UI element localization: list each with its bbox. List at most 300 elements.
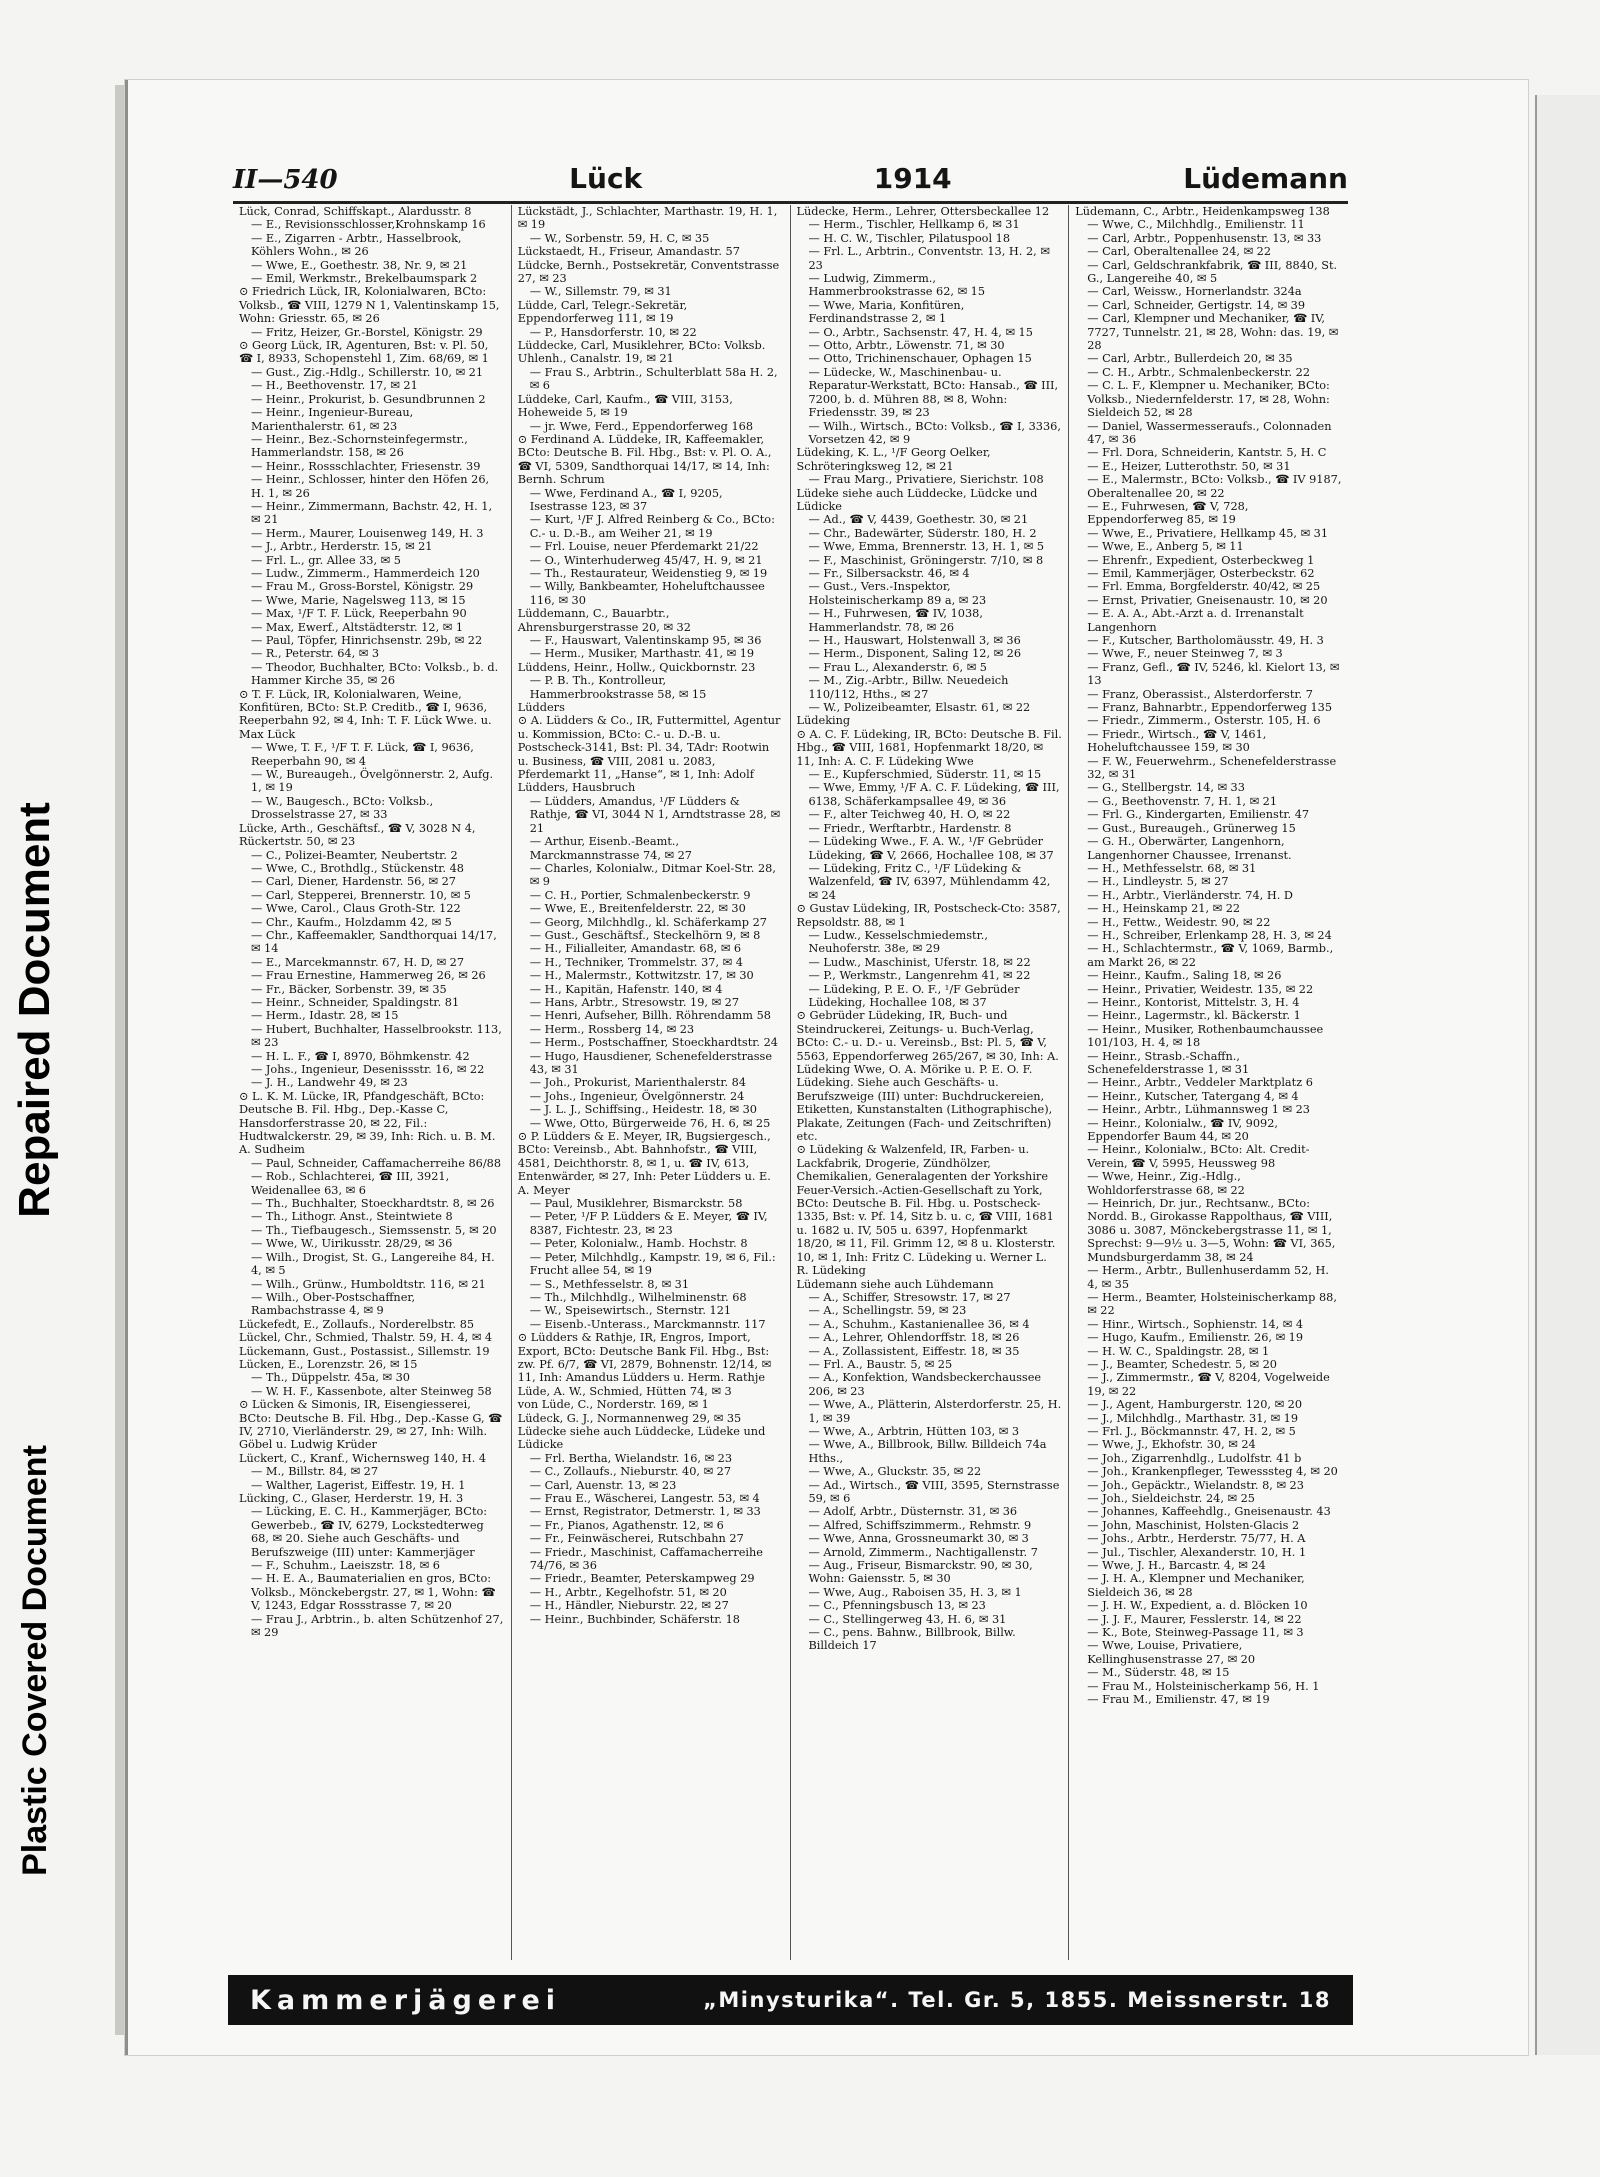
directory-entry: Lüdecke siehe auch Lüddecke, Lüdeke und Lüdicke bbox=[517, 1424, 766, 1452]
directory-entry: — Wwe, A., Arbtrin, Hütten 103, ✉ 3 bbox=[808, 1424, 1020, 1438]
directory-entry: — H., Filialleiter, Amandastr. 68, ✉ 6 bbox=[529, 942, 742, 956]
directory-column-1 bbox=[233, 205, 512, 1960]
directory-entry: — Wwe, J., Ekhofstr. 30, ✉ 24 bbox=[1087, 1438, 1256, 1452]
directory-entry: — J. L. J., Schiffsing., Heidestr. 18, ✉ 30 bbox=[529, 1103, 757, 1117]
directory-entry: Lüdeking, K. L., ¹/F Georg Oelker, Schröteringksweg 12, ✉ 21 bbox=[796, 446, 991, 473]
directory-entry: — F., Kutscher, Bartholomäusstr. 49, H. 3 bbox=[1087, 634, 1324, 647]
directory-entry: — J., Arbtr., Herderstr. 15, ✉ 21 bbox=[251, 540, 433, 554]
directory-entry: — Ludw., Maschinist, Uferstr. 18, ✉ 22 bbox=[808, 955, 1031, 969]
directory-entry: — Kurt, ¹/F J. Alfred Reinberg & Co., BCto: C.- u. D.-B., am Weiher 21, ✉ 19 bbox=[529, 513, 775, 540]
directory-entry: — O., Winterhuderweg 45/47, H. 9, ✉ 21 bbox=[529, 553, 763, 567]
directory-entry: — Herm., Idastr. 28, ✉ 15 bbox=[251, 1009, 399, 1023]
directory-entry: — F., Hauswart, Valentinskamp 95, ✉ 36 bbox=[529, 634, 762, 647]
directory-entry: — Wwe, Ferdinand A., ☎ I, 9205, Isestrasse 123, ✉ 37 bbox=[529, 486, 723, 513]
directory-entry: ⊙ Lücken & Simonis, IR, Eisengiesserei, BCto: Deutsche B. Fil. Hbg., Dep.-Kasse G, ☎ IV, 2710, Vierländerstr. 29, ✉ 27, Inh: Wilh. Göbel u. Ludwig Krüder bbox=[239, 1398, 503, 1452]
directory-entry: — Max, Ewerf., Altstädterstr. 12, ✉ 1 bbox=[251, 620, 464, 634]
directory-entry: — Otto, Arbtr., Löwenstr. 71, ✉ 30 bbox=[808, 339, 1005, 353]
directory-entry: — Lüdders, Amandus, ¹/F Lüdders & Rathje, ☎ VI, 3044 N 1, Arndtstrasse 28, ✉ 21 bbox=[529, 794, 781, 835]
directory-entry: — A., Schuhm., Kastanienallee 36, ✉ 4 bbox=[808, 1317, 1030, 1331]
directory-entry: — Alfred, Schiffszimmerm., Rehmstr. 9 bbox=[808, 1518, 1032, 1532]
directory-entry: — H., Schlachtermstr., ☎ V, 1069, Barmb., am Markt 26, ✉ 22 bbox=[1087, 942, 1334, 969]
directory-entry: — Fr., Pianos, Agathenstr. 12, ✉ 6 bbox=[529, 1518, 724, 1532]
directory-column-2 bbox=[512, 205, 791, 1960]
directory-column-3 bbox=[791, 205, 1070, 1960]
directory-entry: ⊙ Lüdders & Rathje, IR, Engros, Import, Export, BCto: Deutsche Bank Fil. Hbg., Bst: zw. Pf. 6/7, ☎ VI, 2879, Bohnenstr. 12/14, ✉ 11, Inh: Amandus Lüdders u. Herm. Rathje bbox=[517, 1331, 772, 1385]
directory-entry: — Frl. G., Kindergarten, Emilienstr. 47 bbox=[1087, 808, 1310, 822]
directory-entry: — Fr., Silbersackstr. 46, ✉ 4 bbox=[808, 566, 970, 580]
directory-entry: — Lüdecke, W., Maschinenbau- u. Reparatur-Werkstatt, BCto: Hansab., ☎ III, 7200, b. d. Mühren 88, ✉ 8, Wohn: Friedensstr. 39, ✉ 23 bbox=[808, 365, 1059, 420]
directory-entry: — E., Revisionsschlosser,Krohnskamp 16 bbox=[251, 218, 486, 232]
directory-entry: ⊙ A. Lüdders & Co., IR, Futtermittel, Agentur u. Kommission, BCto: C.- u. D.-B. u. Postscheck-3141, Bst: Pl. 34, TAdr: Rootwin u. Business, ☎ VIII, 2081 u. 2083, Pferdemarkt 11, „Hanse“, ✉ 1, Inh: Adolf Lüdders, Hausbruch bbox=[517, 714, 781, 795]
directory-entry: — Frau M., Holsteinischerkamp 56, H. 1 bbox=[1087, 1679, 1320, 1693]
directory-entry: — J. H. W., Expedient, a. d. Blöcken 10 bbox=[1087, 1599, 1308, 1613]
directory-entry: — Max, ¹/F T. F. Lück, Reeperbahn 90 bbox=[251, 607, 467, 621]
directory-entry: — A., Konfektion, Wandsbeckerchaussee 206, ✉ 23 bbox=[808, 1371, 1042, 1398]
directory-entry: — P., Werkmstr., Langenrehm 41, ✉ 22 bbox=[808, 969, 1031, 983]
directory-entry: — Joh., Zigarrenhdlg., Ludolfstr. 41 b bbox=[1087, 1451, 1302, 1465]
directory-entry: — H. W. C., Spaldingstr. 28, ✉ 1 bbox=[1087, 1344, 1270, 1358]
directory-entry: — Friedr., Maschinist, Caffamacherreihe 74/76, ✉ 36 bbox=[529, 1545, 763, 1573]
directory-entry: — Willy, Bankbeamter, Hoheluftchaussee 116, ✉ 30 bbox=[529, 580, 765, 607]
directory-entry: — H., Techniker, Trommelstr. 37, ✉ 4 bbox=[529, 955, 743, 969]
directory-entry: — Georg, Milchhdlg., kl. Schäferkamp 27 bbox=[529, 915, 767, 929]
directory-entry: — Heinr., Rossschlachter, Friesenstr. 39 bbox=[251, 459, 481, 473]
directory-entry: — Ad., ☎ V, 4439, Goethestr. 30, ✉ 21 bbox=[808, 513, 1029, 527]
directory-entry: ⊙ Friedrich Lück, IR, Kolonialwaren, BCto: Volksb., ☎ VIII, 1279 N 1, Valentinskamp 15, Wohn: Griesstr. 65, ✉ 26 bbox=[239, 285, 500, 326]
directory-entry: — Herm., Beamter, Holsteinischerkamp 88, ✉ 22 bbox=[1087, 1290, 1337, 1318]
directory-entry: ⊙ Gebrüder Lüdeking, IR, Buch- und Steindruckerei, Zeitungs- u. Buch-Verlag, BCto: C.- u. D.- u. Vereinsb., Bst: Pl. 5, ☎ V, 5563, Eppendorferweg 265/267, ✉ 30, Inh: A. Lüdeking Wwe, O. A. Mörike u. P. E. O. F. Lüdeking. Siehe auch Geschäfts- u. Berufszweige (III) unter: Buchdruckereien, Etiketten, Kunstanstalten (Lithographische), Plakate, Zeitungen (Fach- und Zeitschriften) etc. bbox=[796, 1009, 1059, 1144]
directory-entry: — Wwe, Emma, Brennerstr. 13, H. 1, ✉ 5 bbox=[808, 540, 1045, 554]
directory-entry: Lüddemann, C., Bauarbtr., Ahrensburgerstrasse 20, ✉ 32 bbox=[517, 607, 691, 634]
directory-entry: — Frl. Emma, Borgfelderstr. 40/42, ✉ 25 bbox=[1087, 580, 1321, 594]
directory-entry: — Peter, Kolonialw., Hamb. Hochstr. 8 bbox=[529, 1237, 748, 1251]
directory-entry: — Paul, Musiklehrer, Bismarckstr. 58 bbox=[529, 1197, 743, 1211]
directory-entry: — Wwe, Otto, Bürgerweide 76, H. 6, ✉ 25 bbox=[529, 1116, 771, 1130]
directory-entry: — Paul, Schneider, Caffamacherreihe 86/88 bbox=[251, 1156, 502, 1170]
directory-entry: — Wilh., Drogist, St. G., Langereihe 84, H. 4, ✉ 5 bbox=[251, 1250, 495, 1278]
directory-entry: — Carl, Klempner und Mechaniker, ☎ IV, 7727, Tunnelstr. 21, ✉ 28, Wohn: das. 19, ✉ 28 bbox=[1087, 312, 1339, 353]
directory-entry: — Wwe, C., Milchhdlg., Emilienstr. 11 bbox=[1087, 218, 1305, 232]
directory-entry: — E., Zigarren - Arbtr., Hasselbrook, Köhlers Wohn., ✉ 26 bbox=[251, 231, 462, 259]
directory-entry: Lüdeking bbox=[796, 714, 851, 728]
directory-entry: — P. B. Th., Kontrolleur, Hammerbrookstrasse 58, ✉ 15 bbox=[529, 674, 707, 701]
directory-entry: — H., Kapitän, Hafenstr. 140, ✉ 4 bbox=[529, 982, 723, 996]
directory-entry: — Franz, Oberassist., Alsterdorferstr. 7 bbox=[1087, 687, 1313, 701]
directory-entry: — Wwe, Emmy, ¹/F A. C. F. Lüdeking, ☎ III, 6138, Schäferkampsallee 49, ✉ 36 bbox=[808, 781, 1060, 808]
directory-entry: — H., Hauswart, Holstenwall 3, ✉ 36 bbox=[808, 634, 1021, 647]
directory-entry: — jr. Wwe, Ferd., Eppendorferweg 168 bbox=[529, 419, 754, 433]
directory-entry: ⊙ P. Lüdders & E. Meyer, IR, Bugsiergesch., BCto: Vereinsb., Abt. Bahnhofstr., ☎ VIII, 4581, Deichthorstr. 8, ✉ 1, u. ☎ IV, 613, Entenwärder, ✉ 27, Inh: Peter Lüdders u. E. A. Meyer bbox=[517, 1130, 771, 1197]
directory-entry: — Frau Marg., Privatiere, Sierichstr. 108 bbox=[808, 473, 1044, 487]
directory-entry: — Jul., Tischler, Alexanderstr. 10, H. 1 bbox=[1087, 1545, 1307, 1559]
directory-entry: — Lücking, E. C. H., Kammerjäger, BCto: Gewerbeb., ☎ IV, 6279, Lockstedterweg 68, ✉ 20. Siehe auch Geschäfts- und Berufszweige (III) unter: Kammerjäger bbox=[251, 1505, 488, 1559]
directory-entry: — W. H. F., Kassenbote, alter Steinweg 58 bbox=[251, 1384, 492, 1398]
directory-entry: — Heinr., Privatier, Weidestr. 135, ✉ 22 bbox=[1087, 982, 1314, 996]
directory-entry: — Wwe, E., Breitenfelderstr. 22, ✉ 30 bbox=[529, 902, 746, 916]
directory-entry: — E., Kupferschmied, Süderstr. 11, ✉ 15 bbox=[808, 768, 1042, 782]
repaired-document-label bbox=[0, 720, 70, 1300]
directory-entry: — Frl. Louise, neuer Pferdemarkt 21/22 bbox=[529, 540, 759, 554]
directory-entry: Lüde, A. W., Schmied, Hütten 74, ✉ 3 bbox=[517, 1384, 732, 1398]
directory-entry: ⊙ Georg Lück, IR, Agenturen, Bst: v. Pl. 50, ☎ I, 8933, Schopenstehl 1, Zim. 68/69, ✉ 1 bbox=[239, 339, 489, 366]
directory-entry: — H., Arbtr., Vierländerstr. 74, H. D bbox=[1087, 888, 1293, 902]
directory-entry: — Fr., Feinwäscherei, Rutschbahn 27 bbox=[529, 1532, 744, 1546]
directory-entry: — Ad., Wirtsch., ☎ VIII, 3595, Sternstrasse 59, ✉ 6 bbox=[808, 1478, 1060, 1505]
directory-entry: — Hinr., Wirtsch., Sophienstr. 14, ✉ 4 bbox=[1087, 1317, 1304, 1331]
plastic-covered-text: Plastic Covered Document bbox=[15, 1444, 54, 1876]
directory-entry: — A., Zollassistent, Eiffestr. 18, ✉ 35 bbox=[808, 1344, 1020, 1358]
directory-entry: — Frl. L., Arbtrin., Conventstr. 13, H. 2, ✉ 23 bbox=[808, 245, 1050, 272]
directory-entry: — Charles, Kolonialw., Ditmar Koel-Str. 28, ✉ 9 bbox=[529, 861, 776, 889]
directory-entry: — Carl, Diener, Hardenstr. 56, ✉ 27 bbox=[251, 875, 456, 889]
directory-entry: — Carl, Oberaltenallee 24, ✉ 22 bbox=[1087, 245, 1272, 259]
directory-entry: — Daniel, Wassermesseraufs., Colonnaden 47, ✉ 36 bbox=[1087, 419, 1332, 446]
directory-entry: — Johs., Ingenieur, Övelgönnerstr. 24 bbox=[529, 1089, 745, 1103]
directory-entry: — Frau M., Emilienstr. 47, ✉ 19 bbox=[1087, 1693, 1270, 1707]
directory-entry: — Frau Ernestine, Hammerweg 26, ✉ 26 bbox=[251, 969, 486, 983]
directory-entry: — Gust., Zig.-Hdlg., Schillerstr. 10, ✉ 21 bbox=[251, 365, 484, 379]
directory-entry: — Frau S., Arbtrin., Schulterblatt 58a H. 2, ✉ 6 bbox=[529, 365, 778, 393]
directory-entry: — Wwe, Anna, Grossneumarkt 30, ✉ 3 bbox=[808, 1532, 1029, 1546]
directory-entry: — Friedr., Zimmerm., Osterstr. 105, H. 6 bbox=[1087, 714, 1321, 728]
directory-entry: Lüdemann, C., Arbtr., Heidenkampsweg 138 bbox=[1075, 205, 1330, 218]
directory-entry: — Wwe, W., Uirikusstr. 28/29, ✉ 36 bbox=[251, 1237, 453, 1251]
directory-entry: — Th., Milchhdlg., Wilhelminenstr. 68 bbox=[529, 1290, 747, 1304]
directory-entry: — Hugo, Kaufm., Emilienstr. 26, ✉ 19 bbox=[1087, 1331, 1304, 1345]
directory-entry: — Joh., Prokurist, Marienthalerstr. 84 bbox=[529, 1076, 747, 1090]
directory-entry: — Lüdeking, P. E. O. F., ¹/F Gebrüder Lüdeking, Hochallee 108, ✉ 37 bbox=[808, 982, 1020, 1009]
directory-entry: — A., Lehrer, Ohlendorffstr. 18, ✉ 26 bbox=[808, 1331, 1020, 1345]
directory-entry: — E., Marcekmannstr. 67, H. D, ✉ 27 bbox=[251, 955, 465, 969]
directory-entry: — Frau L., Alexanderstr. 6, ✉ 5 bbox=[808, 660, 987, 674]
directory-entry: — Johs., Arbtr., Herderstr. 75/77, H. A bbox=[1087, 1532, 1306, 1546]
directory-entry: — M., Zig.-Arbtr., Billw. Neuedeich 110/112, Hths., ✉ 27 bbox=[808, 674, 1009, 701]
directory-entry: — Aug., Friseur, Bismarckstr. 90, ✉ 30, Wohn: Gaiensstr. 5, ✉ 30 bbox=[808, 1559, 1033, 1586]
directory-entry: ⊙ A. C. F. Lüdeking, IR, BCto: Deutsche B. Fil. Hbg., ☎ VIII, 1681, Hopfenmarkt 18/20, ✉ 11, Inh: A. C. F. Lüdeking Wwe bbox=[796, 727, 1062, 768]
directory-entry: — Joh., Gepäcktr., Wielandstr. 8, ✉ 23 bbox=[1087, 1478, 1304, 1492]
directory-entry: — W., Sorbenstr. 59, H. C, ✉ 35 bbox=[529, 231, 710, 245]
directory-entry: Lückemann, Gust., Postassist., Sillemstr. 19 bbox=[239, 1344, 490, 1358]
directory-entry: — W., Baugesch., BCto: Volksb., Drosselstrasse 27, ✉ 33 bbox=[251, 794, 434, 822]
directory-entry: — H., Händler, Nieburstr. 22, ✉ 27 bbox=[529, 1599, 729, 1613]
directory-entry: — Friedr., Beamter, Peterskampweg 29 bbox=[529, 1572, 755, 1586]
directory-entry: — Heinr., Prokurist, b. Gesundbrunnen 2 bbox=[251, 392, 486, 406]
directory-entry: ⊙ T. F. Lück, IR, Kolonialwaren, Weine, Konfitüren, BCto: St.P. Creditb., ☎ I, 9636, Reeperbahn 92, ✉ 4, Inh: T. F. Lück Wwe. u. Max Lück bbox=[239, 687, 492, 741]
directory-entry: — C. L. F., Klempner u. Mechaniker, BCto: Volksb., Niedernfelderstr. 17, ✉ 28, Wohn: Sieldeich 52, ✉ 28 bbox=[1087, 379, 1330, 420]
directory-entry: — Lüdeking, Fritz C., ¹/F Lüdeking & Walzenfeld, ☎ IV, 6397, Mühlendamm 42, ✉ 24 bbox=[808, 861, 1051, 902]
directory-entry: — G. H., Oberwärter, Langenhorn, Langenhorner Chaussee, Irrenanst. bbox=[1087, 835, 1292, 862]
directory-entry: — Wwe, Carol., Claus Groth-Str. 122 bbox=[251, 902, 461, 916]
directory-entry: — Wwe, Aug., Raboisen 35, H. 3, ✉ 1 bbox=[808, 1585, 1022, 1599]
directory-entry: — Carl, Arbtr., Bullerdeich 20, ✉ 35 bbox=[1087, 352, 1293, 366]
directory-entry: — Herm., Maurer, Louisenweg 149, H. 3 bbox=[251, 526, 484, 540]
directory-entry: — J., Agent, Hamburgerstr. 120, ✉ 20 bbox=[1087, 1398, 1303, 1412]
directory-entry: — Fritz, Heizer, Gr.-Borstel, Königstr. 29 bbox=[251, 325, 483, 339]
directory-entry: — Hans, Arbtr., Stresowstr. 19, ✉ 27 bbox=[529, 995, 740, 1009]
directory-entry: — Friedr., Werftarbtr., Hardenstr. 8 bbox=[808, 821, 1012, 835]
directory-entry: — Rob., Schlachterei, ☎ III, 3921, Weidenallee 63, ✉ 6 bbox=[251, 1170, 450, 1197]
directory-entry: — Wilh., Wirtsch., BCto: Volksb., ☎ I, 3336, Vorsetzen 42, ✉ 9 bbox=[808, 419, 1061, 446]
directory-entry: — Herm., Disponent, Saling 12, ✉ 26 bbox=[808, 647, 1022, 661]
directory-entry: — H. C. W., Tischler, Pilatuspool 18 bbox=[808, 231, 1011, 245]
directory-entry: — J., Beamter, Schedestr. 5, ✉ 20 bbox=[1087, 1357, 1277, 1371]
directory-entry: — Emil, Werkmstr., Brekelbaumspark 2 bbox=[251, 272, 478, 286]
directory-entry: — Wwe, J. H., Barcastr. 4, ✉ 24 bbox=[1087, 1559, 1266, 1573]
directory-entry: Lüddeke, Carl, Kaufm., ☎ VIII, 3153, Hoheweide 5, ✉ 19 bbox=[517, 392, 733, 420]
page-number: II—540 bbox=[233, 165, 338, 195]
directory-entry: — H., Lindleystr. 5, ✉ 27 bbox=[1087, 875, 1229, 889]
directory-entry: — Heinr., Buchbinder, Schäferstr. 18 bbox=[529, 1612, 740, 1626]
directory-entry: — A., Schiffer, Stresowstr. 17, ✉ 27 bbox=[808, 1290, 1011, 1304]
directory-entry: — H., Schreiber, Erlenkamp 28, H. 3, ✉ 24 bbox=[1087, 928, 1332, 942]
directory-entry: — Frau E., Wäscherei, Langestr. 53, ✉ 4 bbox=[529, 1492, 760, 1505]
directory-entry: — Heinr., Kaufm., Saling 18, ✉ 26 bbox=[1087, 969, 1282, 983]
adjacent-page-strip bbox=[1535, 95, 1600, 2055]
directory-entry: — H., Fuhrwesen, ☎ IV, 1038, Hammerlandstr. 78, ✉ 26 bbox=[808, 607, 983, 634]
scan-page-edge bbox=[115, 85, 125, 2035]
directory-entry: — Wilh., Grünw., Humboldtstr. 116, ✉ 21 bbox=[251, 1277, 486, 1291]
directory-entry: ⊙ L. K. M. Lücke, IR, Pfandgeschäft, BCto: Deutsche B. Fil. Hbg., Dep.-Kasse C, Hansdorferstrasse 20, ✉ 22, Fil.: Hudtwalckerstr. 29, ✉ 39, Inh: Rich. u. B. M. A. Sudheim bbox=[239, 1089, 496, 1157]
directory-entry: — M., Billstr. 84, ✉ 27 bbox=[251, 1465, 379, 1479]
directory-entry: — J., Milchhdlg., Marthastr. 31, ✉ 19 bbox=[1087, 1411, 1299, 1425]
directory-page bbox=[125, 80, 1528, 2055]
directory-entry: — Heinr., Kolonialw., BCto: Alt. Credit-Verein, ☎ V, 5995, Heussweg 98 bbox=[1087, 1143, 1310, 1170]
directory-entry: — W., Polizeibeamter, Elsastr. 61, ✉ 22 bbox=[808, 701, 1031, 715]
directory-entry: — Friedr., Wirtsch., ☎ V, 1461, Hoheluftchaussee 159, ✉ 30 bbox=[1087, 727, 1267, 755]
directory-entry: — Heinr., Strasb.-Schaffn., Schenefelderstrasse 1, ✉ 31 bbox=[1087, 1049, 1250, 1076]
repaired-document-text: Repaired Document bbox=[10, 802, 60, 1218]
directory-entry: — C., Zollaufs., Nieburstr. 40, ✉ 27 bbox=[529, 1465, 732, 1479]
header-right-keyword: Lüdemann bbox=[1183, 162, 1348, 195]
directory-entry: — Hubert, Buchhalter, Hasselbrookstr. 113, ✉ 23 bbox=[251, 1022, 502, 1050]
directory-entry: Lückel, Chr., Schmied, Thalstr. 59, H. 4, ✉ 4 bbox=[239, 1331, 493, 1345]
directory-entry: — A., Schellingstr. 59, ✉ 23 bbox=[808, 1304, 967, 1318]
directory-entry: Lückstädt, J., Schlachter, Marthastr. 19, H. 1, ✉ 19 bbox=[517, 205, 778, 232]
directory-entry: — Carl, Geldschrankfabrik, ☎ III, 8840, St. G., Langereihe 40, ✉ 5 bbox=[1087, 258, 1338, 286]
directory-entry: — Wwe, A., Gluckstr. 35, ✉ 22 bbox=[808, 1465, 982, 1479]
directory-entry: — Wilh., Ober-Postschaffner, Rambachstrasse 4, ✉ 9 bbox=[251, 1290, 416, 1318]
header-left-keyword: Lück bbox=[569, 162, 643, 195]
directory-entry: — Th., Düppelstr. 45a, ✉ 30 bbox=[251, 1371, 410, 1385]
directory-entry: — O., Arbtr., Sachsenstr. 47, H. 4, ✉ 15 bbox=[808, 325, 1033, 339]
directory-entry: — C., Stellingerweg 43, H. 6, ✉ 31 bbox=[808, 1612, 1007, 1626]
directory-entry: — C., Polizei-Beamter, Neubertstr. 2 bbox=[251, 848, 458, 862]
directory-entry: — J., Zimmermstr., ☎ V, 8204, Vogelweide 19, ✉ 22 bbox=[1087, 1371, 1330, 1398]
directory-entry: ⊙ Ferdinand A. Lüddeke, IR, Kaffeemakler, BCto: Deutsche B. Fil. Hbg., Bst: v. Pl. O. A., ☎ VI, 5309, Sandthorquai 14/17, ✉ 14, Inh: Bernh. Schrum bbox=[517, 432, 772, 487]
directory-entry: — F., alter Teichweg 40, H. O, ✉ 22 bbox=[808, 808, 1011, 822]
directory-entry: — Heinr., Arbtr., Veddeler Marktplatz 6 bbox=[1087, 1076, 1313, 1090]
directory-entry: — Herm., Arbtr., Bullenhuserdamm 52, H. 4, ✉ 35 bbox=[1087, 1264, 1330, 1291]
directory-entry: Lücking, C., Glaser, Herderstr. 19, H. 3 bbox=[239, 1492, 464, 1505]
directory-entry: — Heinr., Kutscher, Tatergang 4, ✉ 4 bbox=[1087, 1089, 1299, 1103]
advertisement-title: Kammerjägerei bbox=[250, 1984, 562, 2016]
directory-entry: Lüdcke, Bernh., Postsekretär, Conventstrasse 27, ✉ 23 bbox=[517, 258, 780, 286]
directory-entry: — Lüdeking Wwe., F. A. W., ¹/F Gebrüder Lüdeking, ☎ V, 2666, Hochallee 108, ✉ 37 bbox=[808, 835, 1054, 862]
directory-entry: — J. J. F., Maurer, Fesslerstr. 14, ✉ 22 bbox=[1087, 1612, 1302, 1626]
directory-entry: — H., Arbtr., Kegelhofstr. 51, ✉ 20 bbox=[529, 1585, 727, 1599]
directory-entry: — Frau M., Gross-Borstel, Königstr. 29 bbox=[251, 580, 474, 594]
directory-entry: — Th., Tiefbaugesch., Siemssenstr. 5, ✉ 20 bbox=[251, 1223, 497, 1237]
directory-entry: — Joh., Krankenpfleger, Tewesssteg 4, ✉ 20 bbox=[1087, 1465, 1338, 1479]
directory-entry: — Heinr., Schlosser, hinter den Höfen 26, H. 1, ✉ 26 bbox=[251, 473, 490, 500]
directory-entry: — E., Fuhrwesen, ☎ V, 728, Eppendorferweg 85, ✉ 19 bbox=[1087, 499, 1249, 527]
directory-entry: Lüdeck, G. J., Normannenweg 29, ✉ 35 bbox=[517, 1411, 742, 1425]
directory-entry: — Wwe, C., Brothdlg., Stückenstr. 48 bbox=[251, 861, 464, 875]
directory-entry: — Peter, Milchhdlg., Kampstr. 19, ✉ 6, Fil.: Frucht allee 54, ✉ 19 bbox=[529, 1250, 776, 1278]
advertisement-details: „Minysturika“. Tel. Gr. 5, 1855. Meissnerstr. 18 bbox=[703, 1988, 1331, 2012]
directory-entry: — W., Sillemstr. 79, ✉ 31 bbox=[529, 285, 672, 299]
directory-entry: — Frl. L., gr. Allee 33, ✉ 5 bbox=[251, 553, 401, 567]
directory-entry: — Heinr., Lagermstr., kl. Bäckerstr. 1 bbox=[1087, 1009, 1301, 1023]
directory-entry: von Lüde, C., Norderstr. 169, ✉ 1 bbox=[517, 1398, 709, 1412]
directory-entry: — K., Bote, Steinweg-Passage 11, ✉ 3 bbox=[1087, 1626, 1304, 1640]
directory-entry: — Herm., Rossberg 14, ✉ 23 bbox=[529, 1022, 695, 1036]
directory-entry: — Heinr., Zimmermann, Bachstr. 42, H. 1, ✉ 21 bbox=[251, 499, 493, 527]
directory-entry: — Walther, Lagerist, Eiffestr. 19, H. 1 bbox=[251, 1478, 466, 1492]
directory-entry: — H., Fettw., Weidestr. 90, ✉ 22 bbox=[1087, 915, 1271, 929]
directory-entry: — H. L. F., ☎ I, 8970, Böhmkenstr. 42 bbox=[251, 1049, 470, 1063]
directory-entry: — Herm., Musiker, Marthastr. 41, ✉ 19 bbox=[529, 647, 755, 661]
directory-entry: — John, Maschinist, Holsten-Glacis 2 bbox=[1087, 1518, 1300, 1532]
directory-entry: — W., Bureaugeh., Övelgönnerstr. 2, Aufg. 1, ✉ 19 bbox=[251, 768, 494, 795]
directory-entry: — Paul, Töpfer, Hinrichsenstr. 29b, ✉ 22 bbox=[251, 634, 483, 647]
directory-entry: — Henri, Aufseher, Billh. Röhrendamm 58 bbox=[529, 1009, 771, 1023]
directory-entry: — Th., Restaurateur, Weidenstieg 9, ✉ 19 bbox=[529, 566, 768, 580]
directory-entry: Lüddecke, Carl, Musiklehrer, BCto: Volksb. Uhlenh., Canalstr. 19, ✉ 21 bbox=[517, 339, 766, 366]
directory-entry: — Frl. Dora, Schneiderin, Kantstr. 5, H. C bbox=[1087, 446, 1327, 460]
directory-entry: — Herm., Tischler, Hellkamp 6, ✉ 31 bbox=[808, 218, 1020, 232]
directory-entry: — Frl. Bertha, Wielandstr. 16, ✉ 23 bbox=[529, 1451, 733, 1465]
directory-entry: — Frl. J., Böckmannstr. 47, H. 2, ✉ 5 bbox=[1087, 1424, 1296, 1438]
directory-entry: — Heinr., Bez.-Schornsteinfegermstr., Hammerlandstr. 158, ✉ 26 bbox=[251, 432, 468, 460]
directory-entry: — Carl, Arbtr., Poppenhusenstr. 13, ✉ 33 bbox=[1087, 231, 1322, 245]
directory-entry: — Wwe, Maria, Konfitüren, Ferdinandstrasse 2, ✉ 1 bbox=[808, 298, 965, 326]
directory-entry: — Eisenb.-Unterass., Marckmannstr. 117 bbox=[529, 1317, 766, 1331]
directory-entry: — Frau J., Arbtrin., b. alten Schützenhof 27, ✉ 29 bbox=[251, 1612, 504, 1640]
directory-entry: — Chr., Badewärter, Süderstr. 180, H. 2 bbox=[808, 526, 1037, 540]
directory-entry: Lückert, C., Kranf., Wichernsweg 140, H. 4 bbox=[239, 1451, 487, 1465]
directory-entry: — Wwe, Louise, Privatiere, Kellinghusenstrasse 27, ✉ 20 bbox=[1087, 1639, 1256, 1666]
directory-entry: — Emil, Kammerjäger, Osterbeckstr. 62 bbox=[1087, 566, 1315, 580]
directory-entry: — H., Malermstr., Kottwitzstr. 17, ✉ 30 bbox=[529, 969, 754, 983]
directory-entry: — Carl, Schneider, Gertigstr. 14, ✉ 39 bbox=[1087, 298, 1306, 312]
directory-entry: — Heinr., Kolonialw., ☎ IV, 9092, Eppendorfer Baum 44, ✉ 20 bbox=[1087, 1116, 1279, 1144]
directory-entry: — J. H. A., Klempner und Mechaniker, Sieldeich 36, ✉ 28 bbox=[1087, 1572, 1305, 1599]
directory-entry: — C. H., Portier, Schmalenbeckerstr. 9 bbox=[529, 888, 751, 902]
directory-entry: — Ernst, Registrator, Detmerstr. 1, ✉ 33 bbox=[529, 1505, 761, 1519]
directory-entry: — Wwe, A., Plätterin, Alsterdorferstr. 25, H. 1, ✉ 39 bbox=[808, 1398, 1062, 1425]
directory-entry: — Gust., Bureaugeh., Grünerweg 15 bbox=[1087, 821, 1296, 835]
directory-entry: — Joh., Sieldeichstr. 24, ✉ 25 bbox=[1087, 1492, 1255, 1505]
directory-entry: — Heinr., Musiker, Rothenbaumchaussee 101/103, H. 4, ✉ 18 bbox=[1087, 1022, 1324, 1050]
directory-entry: — Ludw., Zimmerm., Hammerdeich 120 bbox=[251, 566, 480, 580]
directory-entry: — Carl, Auenstr. 13, ✉ 23 bbox=[529, 1478, 677, 1492]
directory-entry: — M., Süderstr. 48, ✉ 15 bbox=[1087, 1666, 1230, 1680]
directory-entry: ⊙ Lüdeking & Walzenfeld, IR, Farben- u. Lackfabrik, Drogerie, Zündhölzer, Chemikalien, Generalagenten der Yorkshire Feuer-Versich.-Actien-Gesellschaft zu York, BCto: Deutsche B. Fil. Hbg. u. Postscheck-1335, Bst: v. Pf. 14, Sitz b. u. c, ☎ VIII, 1681 u. 1682 u. IV, 505 u. 6397, Hopfenmarkt 18/20, ✉ 11, Fil. Grimm 12, ✉ 8 u. Klosterstr. 10, ✉ 1, Inh: Fritz C. Lüdeking u. Werner L. R. Lüdeking bbox=[796, 1143, 1056, 1278]
directory-columns bbox=[233, 205, 1348, 1960]
directory-entry: — F., Maschinist, Gröningerstr. 7/10, ✉ 8 bbox=[808, 553, 1044, 567]
directory-entry: — R., Peterstr. 64, ✉ 3 bbox=[251, 647, 380, 661]
directory-entry: — H., Methfesselstr. 68, ✉ 31 bbox=[1087, 861, 1257, 875]
directory-entry: — Johannes, Kaffeehdlg., Gneisenaustr. 43 bbox=[1087, 1505, 1331, 1519]
directory-entry: — Wwe, E., Privatiere, Hellkamp 45, ✉ 31 bbox=[1087, 526, 1329, 540]
directory-entry: Lüdders bbox=[517, 701, 565, 715]
directory-entry: — Heinrich, Dr. jur., Rechtsanw., BCto: Nordd. B., Girokasse Rappolthaus, ☎ VIII, 3086 u. 3087, Mönckebergstrasse 11, ✉ 1, Sprechst: 9—9½ u. 3—5, Wohn: ☎ VI, 365, Mundsburgerdamm 38, ✉ 24 bbox=[1087, 1197, 1336, 1264]
directory-entry: — Wwe, T. F., ¹/F T. F. Lück, ☎ I, 9636, Reeperbahn 90, ✉ 4 bbox=[251, 741, 474, 768]
directory-entry: — S., Methfesselstr. 8, ✉ 31 bbox=[529, 1277, 690, 1291]
directory-entry: — E. A. A., Abt.-Arzt a. d. Irrenanstalt Langenhorn bbox=[1087, 607, 1304, 634]
directory-entry: ⊙ Gustav Lüdeking, IR, Postscheck-Cto: 3587, Repsoldstr. 88, ✉ 1 bbox=[796, 902, 1061, 929]
advertisement-banner bbox=[228, 1975, 1353, 2025]
page-header bbox=[233, 145, 1348, 204]
directory-entry: — G., Beethovenstr. 7, H. 1, ✉ 21 bbox=[1087, 794, 1278, 808]
directory-entry: — C., Pfenningsbusch 13, ✉ 23 bbox=[808, 1599, 986, 1613]
directory-entry: — H., Beethovenstr. 17, ✉ 21 bbox=[251, 379, 418, 393]
directory-entry: — Franz, Bahnarbtr., Eppendorferweg 135 bbox=[1087, 701, 1333, 715]
directory-entry: — Adolf, Arbtr., Düsternstr. 31, ✉ 36 bbox=[808, 1505, 1018, 1519]
directory-entry: Lücken, E., Lorenzstr. 26, ✉ 15 bbox=[239, 1357, 418, 1371]
directory-entry: — Hugo, Hausdiener, Schenefelderstrasse 43, ✉ 31 bbox=[529, 1049, 773, 1076]
plastic-covered-label bbox=[0, 1380, 70, 1940]
directory-entry: — C., pens. Bahnw., Billbrook, Billw. Billdeich 17 bbox=[808, 1626, 1016, 1653]
header-year: 1914 bbox=[873, 162, 952, 195]
directory-entry: — Otto, Trichinenschauer, Ophagen 15 bbox=[808, 352, 1032, 366]
directory-entry: — Ludw., Kesselschmiedemstr., Neuhoferstr. 38e, ✉ 29 bbox=[808, 928, 988, 956]
directory-entry: — Heinr., Arbtr., Lühmannsweg 1 ✉ 23 bbox=[1087, 1103, 1310, 1117]
directory-entry: — Heinr., Kontorist, Mittelstr. 3, H. 4 bbox=[1087, 995, 1300, 1009]
directory-entry: — G., Stellbergstr. 14, ✉ 33 bbox=[1087, 781, 1245, 795]
directory-entry: — H., Heinskamp 21, ✉ 22 bbox=[1087, 902, 1241, 916]
directory-entry: — F. W., Feuerwehrm., Schenefelderstrasse 32, ✉ 31 bbox=[1087, 754, 1337, 782]
directory-entry: Lüdemann siehe auch Lühdemann bbox=[796, 1277, 994, 1291]
directory-entry: Lüddens, Heinr., Hollw., Quickbornstr. 23 bbox=[517, 660, 756, 674]
directory-entry: — Franz, Gefl., ☎ IV, 5246, kl. Kielort 13, ✉ 13 bbox=[1087, 660, 1340, 688]
directory-entry: Lückstaedt, H., Friseur, Amandastr. 57 bbox=[517, 245, 740, 259]
directory-column-4 bbox=[1069, 205, 1348, 1960]
directory-entry: — E., Malermstr., BCto: Volksb., ☎ IV 9187, Oberaltenallee 20, ✉ 22 bbox=[1087, 473, 1342, 500]
directory-entry: — Wwe, Heinr., Zig.-Hdlg., Wohldorferstrasse 68, ✉ 22 bbox=[1087, 1170, 1245, 1197]
directory-entry: — J. H., Landwehr 49, ✉ 23 bbox=[251, 1076, 408, 1090]
directory-entry: — Fr., Bäcker, Sorbenstr. 39, ✉ 35 bbox=[251, 982, 447, 996]
directory-entry: Lüdeke siehe auch Lüddecke, Lüdcke und Lüdicke bbox=[796, 486, 1038, 513]
directory-entry: — Heinr., Schneider, Spaldingstr. 81 bbox=[251, 995, 460, 1009]
directory-entry: — E., Heizer, Lutterothstr. 50, ✉ 31 bbox=[1087, 459, 1291, 473]
directory-entry: Lüdde, Carl, Telegr.-Sekretär, Eppendorferweg 111, ✉ 19 bbox=[517, 298, 688, 326]
directory-entry: — C. H., Arbtr., Schmalenbeckerstr. 22 bbox=[1087, 365, 1311, 379]
directory-entry: — Wwe, E., Anberg 5, ✉ 11 bbox=[1087, 540, 1244, 554]
directory-entry: — Ernst, Privatier, Gneisenaustr. 10, ✉ 20 bbox=[1087, 593, 1328, 607]
directory-entry: — Ehrenfr., Expedient, Osterbeckweg 1 bbox=[1087, 553, 1315, 567]
directory-entry: — Wwe, Marie, Nagelsweg 113, ✉ 15 bbox=[251, 593, 466, 607]
directory-entry: — Gust., Vers.-Inspektor, Holsteinischerkamp 89 a, ✉ 23 bbox=[808, 580, 987, 607]
directory-entry: Lückefedt, E., Zollaufs., Norderelbstr. 85 bbox=[239, 1317, 475, 1331]
directory-entry: — F., Schuhm., Laeiszstr. 18, ✉ 6 bbox=[251, 1559, 440, 1573]
directory-entry: — W., Speisewirtsch., Sternstr. 121 bbox=[529, 1304, 732, 1318]
directory-entry: — Chr., Kaufm., Holzdamm 42, ✉ 5 bbox=[251, 915, 452, 929]
directory-entry: — Arnold, Zimmerm., Nachtigallenstr. 7 bbox=[808, 1545, 1038, 1559]
directory-entry: — Herm., Postschaffner, Stoeckhardtstr. 24 bbox=[529, 1036, 778, 1050]
directory-entry: — Arthur, Eisenb.-Beamt., Marckmannstrasse 74, ✉ 27 bbox=[529, 835, 692, 862]
directory-entry: — Wwe, A., Billbrook, Billw. Billdeich 74a Hths., bbox=[808, 1438, 1047, 1465]
directory-entry: Lücke, Arth., Geschäftsf., ☎ V, 3028 N 4, Rückertstr. 50, ✉ 23 bbox=[239, 821, 476, 849]
directory-entry: — Chr., Kaffeemakler, Sandthorquai 14/17, ✉ 14 bbox=[251, 928, 497, 956]
directory-entry: — H. E. A., Baumaterialien en gros, BCto: Volksb., Mönckebergstr. 27, ✉ 1, Wohn: ☎ V, 1243, Edgar Rossstrasse 7, ✉ 20 bbox=[251, 1572, 496, 1613]
directory-entry: — Ludwig, Zimmerm., Hammerbrookstrasse 62, ✉ 15 bbox=[808, 272, 986, 299]
directory-entry: — Frl. A., Baustr. 5, ✉ 25 bbox=[808, 1357, 953, 1371]
directory-entry: — Heinr., Ingenieur-Bureau, Marienthalerstr. 61, ✉ 23 bbox=[251, 406, 414, 433]
directory-entry: — P., Hansdorferstr. 10, ✉ 22 bbox=[529, 325, 697, 339]
directory-entry: — Th., Lithogr. Anst., Steintwiete 8 bbox=[251, 1210, 453, 1224]
